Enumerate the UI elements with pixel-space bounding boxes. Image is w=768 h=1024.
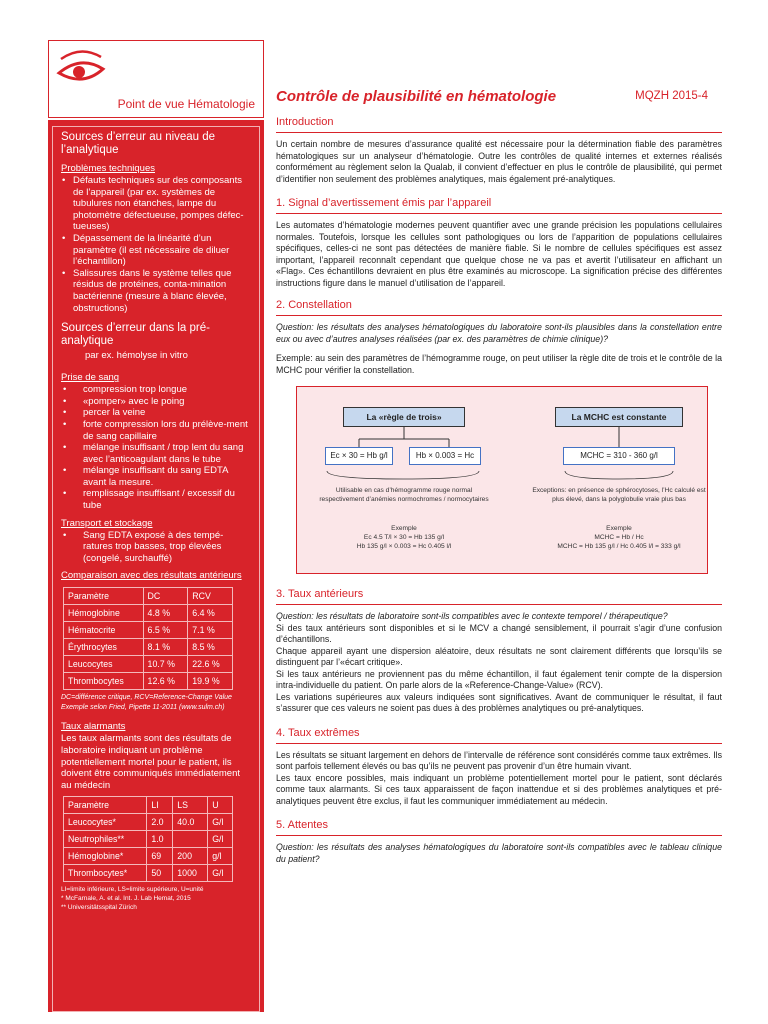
table-row: [64, 622, 233, 639]
section-1: [276, 195, 722, 289]
table-cell: Hémoglobine: [64, 605, 144, 622]
list-item: • percer la veine: [61, 407, 251, 419]
rule-of-three-header: La «règle de trois»: [343, 407, 465, 427]
table-row: [64, 656, 233, 673]
section-heading: 2. Constellation: [276, 297, 722, 316]
rule-of-three-example-title: Exemple: [391, 525, 417, 532]
question: Question: les résultats des analyses hématologiques du laboratoire sont-ils plausibles dans la constellation entre eux ou avec d’autres analyses réalisées (par ex. des paramètres de chimie clinique)?: [276, 322, 722, 344]
section-heading: Introduction: [276, 114, 722, 133]
list-item: • Dépassement de la linéarité d’un paramètre (il est nécessaire de diluer l’échantillon): [61, 233, 251, 268]
section-4: [276, 725, 722, 808]
paragraph: Les résultats se situant largement en dehors de l’intervalle de référence sont considérés comme taux extrêmes. Ils sont parfois tellement élevés ou bas qu’ils ne peuvent pas provenir d’un être humain vivant.: [276, 749, 722, 771]
alarm-table: [63, 796, 233, 882]
sidebar: [48, 40, 264, 1012]
mchc-header: La MCHC est constante: [555, 407, 683, 427]
mchc-note: Exceptions: en présence de sphérocytoses, l’Hc calculé est plus élevé, dans la polyglobulie vraie plus bas: [532, 487, 706, 503]
table-cell: 22.6 %: [188, 656, 233, 673]
list-item: • mélange insuffisant du sang EDTA avant la mesure.: [61, 465, 251, 488]
logo-text: Point de vue Hématologie: [117, 97, 255, 111]
rule-of-three-note: Utilisable en cas d’hémogramme rouge normal respectivement d’anémies normochromes / normocytaires: [319, 487, 489, 503]
table-row: [64, 639, 233, 656]
section-2: [276, 297, 722, 574]
table-header: LS: [173, 797, 208, 814]
table-header-row: [64, 797, 233, 814]
list-item: • Sang EDTA exposé à des tempé-ratures trop basses, trop élevées (congelé, surchauffé): [61, 530, 251, 565]
table-header: U: [208, 797, 233, 814]
table-row: [64, 865, 233, 882]
table-cell: Leucocytes: [64, 656, 144, 673]
list-item: • mélange insuffisant / trop lent du sang avec l’anticoagulant dans le tube: [61, 442, 251, 465]
constellation-diagram: [296, 386, 708, 574]
main-content: [276, 88, 722, 865]
prise-de-sang-title: Prise de sang: [61, 372, 120, 384]
table-cell: G/l: [208, 831, 233, 848]
table-header: DC: [143, 588, 188, 605]
list-item: • Salissures dans le système telles que résidus de protéines, conta-mination bactérienne (mesure à blanc élevée, obstructions): [61, 268, 251, 314]
table-cell: 1000: [173, 865, 208, 882]
table-cell: 2.0: [147, 814, 173, 831]
table-header: Paramètre: [64, 588, 144, 605]
page-title: Contrôle de plausibilité en hématologie: [276, 88, 557, 105]
table-header: LI: [147, 797, 173, 814]
section-3: [276, 586, 722, 715]
prise-de-sang-list: [61, 384, 251, 512]
section-heading: 1. Signal d’avertissement émis par l’appareil: [276, 195, 722, 214]
compare-note: DC=différence critique, RCV=Reference-Change Value: [61, 694, 232, 702]
table-cell: Leucocytes*: [64, 814, 147, 831]
table-cell: 69: [147, 848, 173, 865]
tech-problems-title: Problèmes techniques: [61, 163, 155, 174]
table-row: [64, 673, 233, 690]
section-heading: 3. Taux antérieurs: [276, 586, 722, 605]
transport-title: Transport et stockage: [61, 517, 153, 529]
table-cell: G/l: [208, 814, 233, 831]
table-row: [64, 605, 233, 622]
table-cell: 40.0: [173, 814, 208, 831]
section-heading: 5. Attentes: [276, 817, 722, 836]
compare-table: [63, 587, 233, 690]
table-cell: G/l: [208, 865, 233, 882]
paragraph: Les taux encore possibles, mais indiquant un problème potentiellement mortel pour le patient, sont déclarés comme taux alarmants. Si ces taux apparaissent de façon inattendue et si des problèmes analytiques et pré-analytiques peuvent être exclus, il faut les communiquer immédiatement au médecin.: [276, 772, 722, 806]
list-item: • Défauts techniques sur des composants de l’appareil (par ex. systèmes de tubulures non étanches, lampe du photomètre défectueuse, pompes défec-tueuses): [61, 175, 251, 233]
table-cell: Hémoglobine*: [64, 848, 147, 865]
table-cell: [173, 831, 208, 848]
logo-box: [48, 40, 264, 118]
table-cell: Érythrocytes: [64, 639, 144, 656]
table-cell: Thrombocytes: [64, 673, 144, 690]
paragraph: Si des taux antérieurs sont disponibles et si le MCV a changé sensiblement, il pourrait s’agir d’une confusion d’échantillons.: [276, 622, 722, 644]
sidebar-heading-preanalytics: Sources d’erreur dans la pré-analytique: [61, 322, 210, 348]
table-row: [64, 814, 233, 831]
compare-title: Comparaison avec des résultats antérieurs: [61, 570, 242, 582]
alarm-legend: LI=limite inférieure, LS=limite supérieure, U=unité: [61, 886, 204, 894]
table-cell: 7.1 %: [188, 622, 233, 639]
alarm-ref-1: * McFarnale, A. et al. Int. J. Lab Hemat, 2015: [61, 895, 191, 903]
mchc-example-1: MCHC = Hb / Hc: [594, 534, 644, 541]
table-cell: 6.4 %: [188, 605, 233, 622]
title-row: [276, 88, 722, 108]
alarm-title: Taux alarmants: [61, 721, 126, 733]
sidebar-heading-analytics: Sources d’erreur au niveau de l’analytique: [61, 131, 216, 156]
list-item: • compression trop longue: [61, 384, 251, 396]
table-cell: 8.1 %: [143, 639, 188, 656]
section-introduction: [276, 114, 722, 185]
section-5: [276, 817, 722, 865]
tech-problems-list: [61, 175, 251, 314]
transport-list: [61, 530, 251, 565]
sidebar-panel: [48, 120, 264, 1012]
table-cell: 19.9 %: [188, 673, 233, 690]
eye-logo-icon: [55, 47, 107, 91]
formula-box-ec: Ec × 30 = Hb g/l: [325, 447, 393, 465]
table-cell: Hématocrite: [64, 622, 144, 639]
table-cell: g/l: [208, 848, 233, 865]
rule-of-three-example-1: Ec 4.5 T/l × 30 = Hb 135 g/l: [363, 534, 445, 541]
rule-of-three-example-2: Hb 135 g/l × 0.003 = Hc 0.405 l/l: [356, 543, 452, 550]
question: Question: les résultats de laboratoire sont-ils compatibles avec le contexte temporel / thérapeutique?: [276, 611, 668, 621]
preanalytics-example: par ex. hémolyse in vitro: [85, 350, 188, 362]
alarm-ref-2: ** Universitätsspital Zürich: [61, 904, 137, 912]
table-cell: 8.5 %: [188, 639, 233, 656]
paragraph: Chaque appareil ayant une dispersion aléatoire, deux résultats ne sont clairement différents que lorsqu’ils se distinguent par l’«écart critique».: [276, 645, 722, 667]
table-cell: 4.8 %: [143, 605, 188, 622]
paragraph: Les automates d’hématologie modernes peuvent quantifier avec une grande précision les populations cellulaires normales. Toutefois, lorsque les cellules sont pathologiques ou lors de l’apparition de populations cellulaires spécifiques, celles-ci ne sont pas détectées de manière fiable. Si le nombre de cellules spécifiques est assez important, l’appareil reconnaît cependant que quelque chose ne va pas et avertit l’utilisateur en affichant un «Flag». Ces échantillons devraient en plus être examinés au microscope. La signification précise des différentes instructions figure dans le manuel d’utilisation de l’appareil.: [276, 220, 722, 288]
question: Question: les résultats des analyses hématologiques du laboratoire sont-ils compatibles avec le tableau clinique du patient?: [276, 842, 722, 864]
alarm-text: Les taux alarmants sont des résultats de laboratoire indiquant un problème potentiellement mortel pour le patient, ils doivent être communiqués immédiatement au médecin: [61, 733, 241, 791]
document-code: MQZH 2015-4: [635, 90, 708, 102]
mchc-example-title: Exemple: [606, 525, 632, 532]
table-cell: 1.0: [147, 831, 173, 848]
table-header-row: [64, 588, 233, 605]
table-cell: 50: [147, 865, 173, 882]
table-row: [64, 848, 233, 865]
table-header: RCV: [188, 588, 233, 605]
list-item: • remplissage insuffisant / excessif du tube: [61, 488, 251, 511]
list-item: • «pomper» avec le poing: [61, 396, 251, 408]
formula-box-mchc: MCHC = 310 - 360 g/l: [563, 447, 675, 465]
paragraph: Un certain nombre de mesures d’assurance qualité est nécessaire pour la détermination fiable des paramètres hématologiques sur un analyseur d’hématologie. Outre les contrôles de qualité internes et externes réalisés conformément au règlement selon la Qualab, il convient d’effectuer en plus le contrôle de plausibilité, qui permet d’identifier non seulement des problèmes analytiques, mais également pré-analytiques.: [276, 139, 722, 184]
paragraph: Les variations supérieures aux valeurs indiquées sont significatives. Avant de communiquer le résultat, il faut s’assurer que ces valeurs ne soient pas dues à des problèmes analytiques ou pré-analytiques.: [276, 691, 722, 713]
table-cell: 10.7 %: [143, 656, 188, 673]
table-cell: 12.6 %: [143, 673, 188, 690]
table-row: [64, 831, 233, 848]
mchc-example-2: MCHC = Hb 135 g/l / Hc 0.405 l/l = 333 g/l: [557, 543, 681, 550]
paragraph: Si les taux antérieurs ne proviennent pas du même échantillon, il faut également tenir compte de la dispersion intra-individuelle du patient. On parle alors de la «Reference-Change-Value» (RCV).: [276, 668, 722, 690]
table-header: Paramètre: [64, 797, 147, 814]
section-heading: 4. Taux extrêmes: [276, 725, 722, 744]
formula-box-hb: Hb × 0.003 = Hc: [409, 447, 481, 465]
table-cell: Neutrophiles**: [64, 831, 147, 848]
table-cell: Thrombocytes*: [64, 865, 147, 882]
list-item: • forte compression lors du prélève-ment de sang capillaire: [61, 419, 251, 442]
paragraph: Exemple: au sein des paramètres de l’hémogramme rouge, on peut utiliser la règle dite de trois et le contrôle de la MCHC pour vérifier la constellation.: [276, 353, 722, 375]
table-cell: 6.5 %: [143, 622, 188, 639]
table-cell: 200: [173, 848, 208, 865]
compare-source: Exemple selon Fried, Pipette 11-2011 (www.sulm.ch): [61, 704, 225, 712]
